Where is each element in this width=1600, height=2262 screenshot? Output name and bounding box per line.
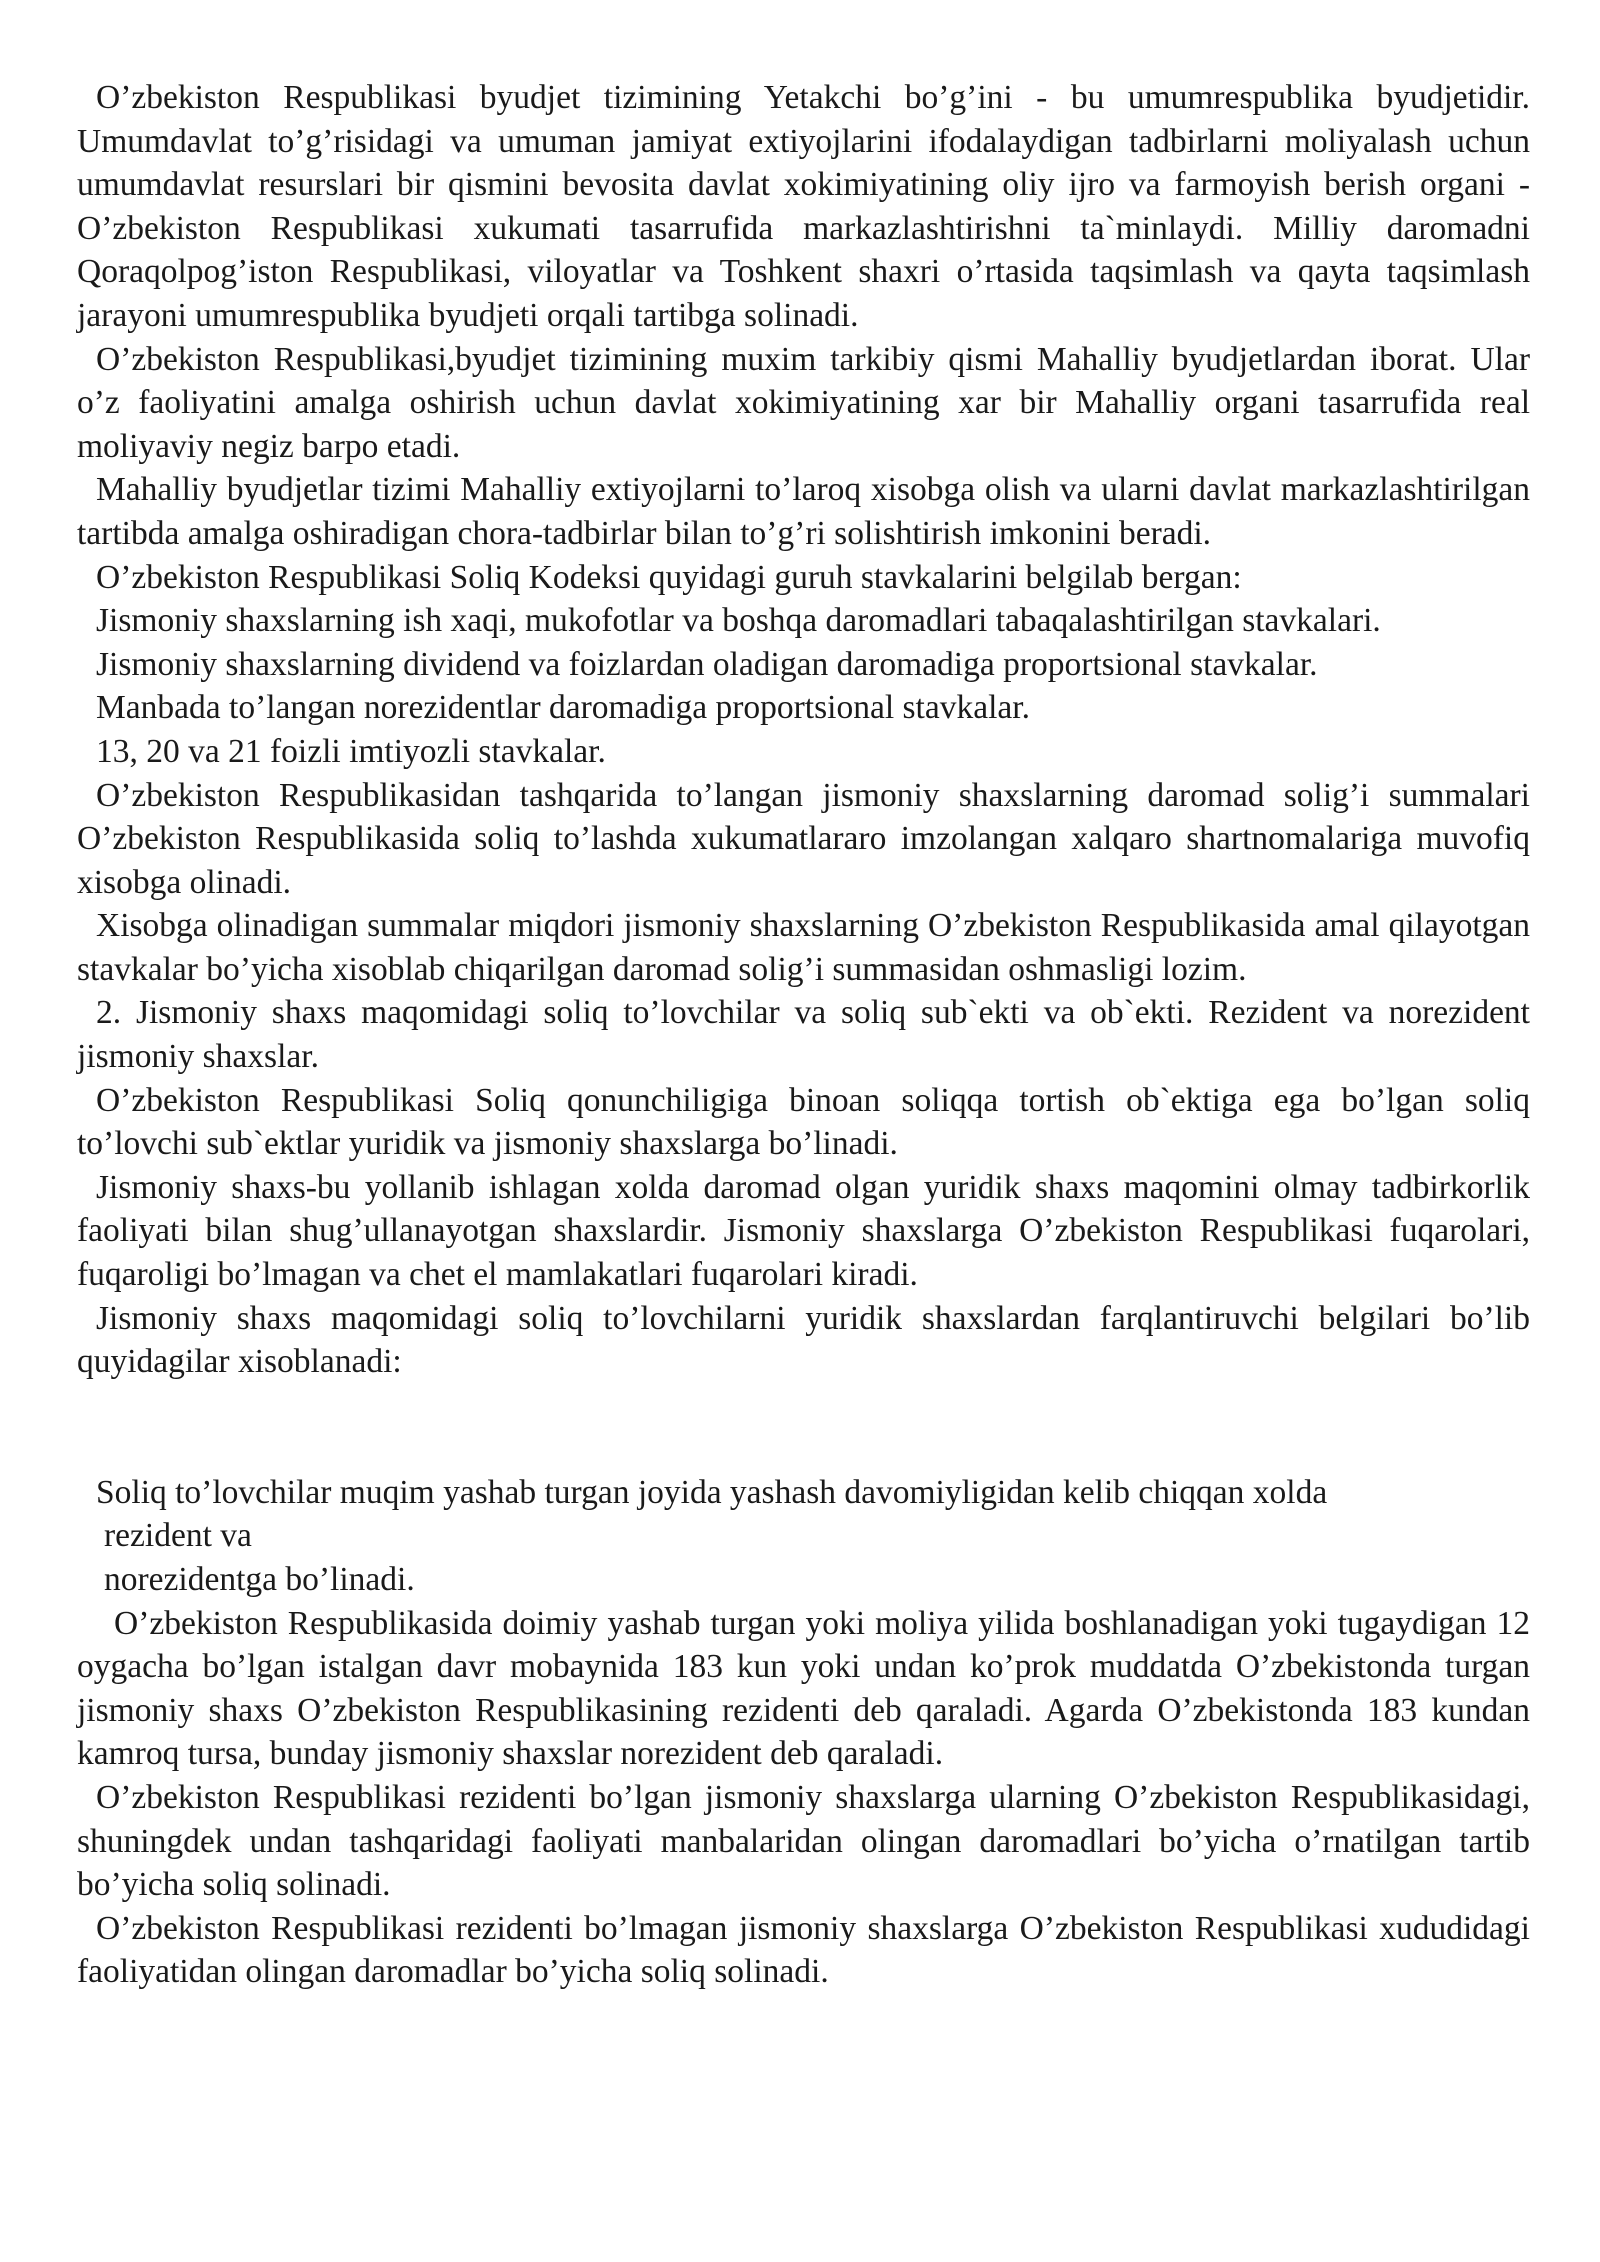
residency-line-2: rezident va [104, 1517, 252, 1555]
residency-line-1: Soliq to’lovchilar muqim yashab turgan joyida yashash davomiyligidan kelib chiqqan xolda [96, 1473, 1328, 1511]
document-page [77, 76, 1530, 1994]
paragraph-local-budget-system: Mahalliy byudjetlar tizimi Mahalliy extiyojlarni to’laroq xisobga olish va ularni davlat markazlashtirilgan tartibda amalga oshiradigan chora-tadbirlar bilan to’g’ri solishtirish imkonini beradi. [77, 471, 1530, 552]
paragraph-tax-code-rates: O’zbekiston Respublikasi Soliq Kodeksi quyidagi guruh stavkalarini belgilab bergan: [96, 558, 1242, 596]
paragraph-individual-definition: Jismoniy shaxs-bu yollanib ishlagan xolda daromad olgan yuridik shaxs maqomini olmay tadbirkorlik faoliyati bilan shug’ullanayotgan shaxslardir. Jismoniy shaxslarga O’zbekiston Respublikasi fuqarolari, fuqaroligi bo’lmagan va chet el mamlakatlari fuqarolari kiradi. [77, 1168, 1530, 1294]
paragraph-resident-taxation: O’zbekiston Respublikasi rezidenti bo’lgan jismoniy shaxslarga ularning O’zbekiston Respublikasidagi, shuningdek undan tashqaridagi faoliyati manbalaridan olingan daromadlari bo’yicha o’rnatilgan tartib bo’yicha soliq solinadi. [77, 1778, 1530, 1904]
paragraph-credit-limit: Xisobga olinadigan summalar miqdori jismoniy shaxslarning O’zbekiston Respublikasida amal qilayotgan stavkalar bo’yicha xisoblab chiqarilgan daromad solig’i summasidan oshmasligi lozim. [77, 907, 1530, 988]
residency-line-3: norezidentga bo’linadi. [104, 1561, 415, 1598]
paragraph-resident-definition: O’zbekiston Respublikasida doimiy yashab turgan yoki moliya yilida boshlanadigan yoki tugaydigan 12 oygacha bo’lgan istalgan davr mobaynida 183 kun yoki undan ko’prok muddatda O’zbekistonda turgan jismoniy shaxs O’zbekiston Respublikasining rezidenti deb qaraladi. Agarda O’zbekistonda 183 kundan kamroq tursa, bunday jismoniy shaxslar norezident deb qaraladi. [77, 1604, 1530, 1773]
paragraph-rate-dividend: Jismoniy shaxslarning dividend va foizlardan oladigan daromadiga proportsional stavkalar. [96, 645, 1318, 683]
blank-space [77, 1384, 1530, 1471]
paragraph-nonresident-taxation: O’zbekiston Respublikasi rezidenti bo’lmagan jismoniy shaxslarga O’zbekiston Respublikasi xududidagi faoliyatidan olingan daromadlar bo’yicha soliq solinadi. [77, 1909, 1530, 1991]
paragraph-rate-nonresident: Manbada to’langan norezidentlar daromadiga proportsional stavkalar. [96, 689, 1030, 727]
paragraph-taxpayer-subjects: O’zbekiston Respublikasi Soliq qonunchiligiga binoan soliqqa tortish ob`ektiga ega bo’lgan soliq to’lovchi sub`ektlar yuridik va jismoniy shaxslarga bo’linadi. [77, 1081, 1530, 1163]
paragraph-rate-preferential: 13, 20 va 21 foizli imtiyozli stavkalar. [96, 732, 606, 770]
paragraph-distinguishing-features: Jismoniy shaxs maqomidagi soliq to’lovchilarni yuridik shaxslardan farqlantiruvchi belgilari bo’lib quyidagilar xisoblanadi: [77, 1299, 1530, 1381]
paragraph-budget-system: O’zbekiston Respublikasi byudjet tizimining Yetakchi bo’g’ini - bu umumrespublika byudjetidir. Umumdavlat to’g’risidagi va umuman jamiyat extiyojlarini ifodalaydigan tadbirlarni moliyalash uchun umumdavlat resurslari bir qismini bevosita davlat xokimiyatining oliy ijro va farmoyish berish organi - O’zbekiston Respublikasi xukumati tasarrufida markazlashtirishni ta`minlaydi. Milliy daromadni Qoraqolpog’iston Respublikasi, viloyatlar va Toshkent shaxri o’rtasida taqsimlash va qayta taqsimlash jarayoni umumrespublika byudjeti orqali tartibga solinadi. [77, 79, 1530, 334]
paragraph-rate-progressive: Jismoniy shaxslarning ish xaqi, mukofotlar va boshqa daromadlari tabaqalashtirilgan stavkalari. [96, 602, 1381, 640]
paragraph-foreign-tax-credit: O’zbekiston Respublikasidan tashqarida to’langan jismoniy shaxslarning daromad solig’i summalari O’zbekiston Respublikasida soliq to’lashda xukumatlararo imzolangan xalqaro shartnomalariga muvofiq xisobga olinadi. [77, 776, 1530, 901]
section-heading-2: 2. Jismoniy shaxs maqomidagi soliq to’lovchilar va soliq sub`ekti va ob`ekti. Rezident va norezident jismoniy shaxslar. [77, 994, 1530, 1076]
paragraph-local-budgets: O’zbekiston Respublikasi,byudjet tizimining muxim tarkibiy qismi Mahalliy byudjetlardan iborat. Ular o’z faoliyatini amalga oshirish uchun davlat xokimiyatining xar bir Mahalliy organi tasarrufida real moliyaviy negiz barpo etadi. [77, 340, 1530, 465]
